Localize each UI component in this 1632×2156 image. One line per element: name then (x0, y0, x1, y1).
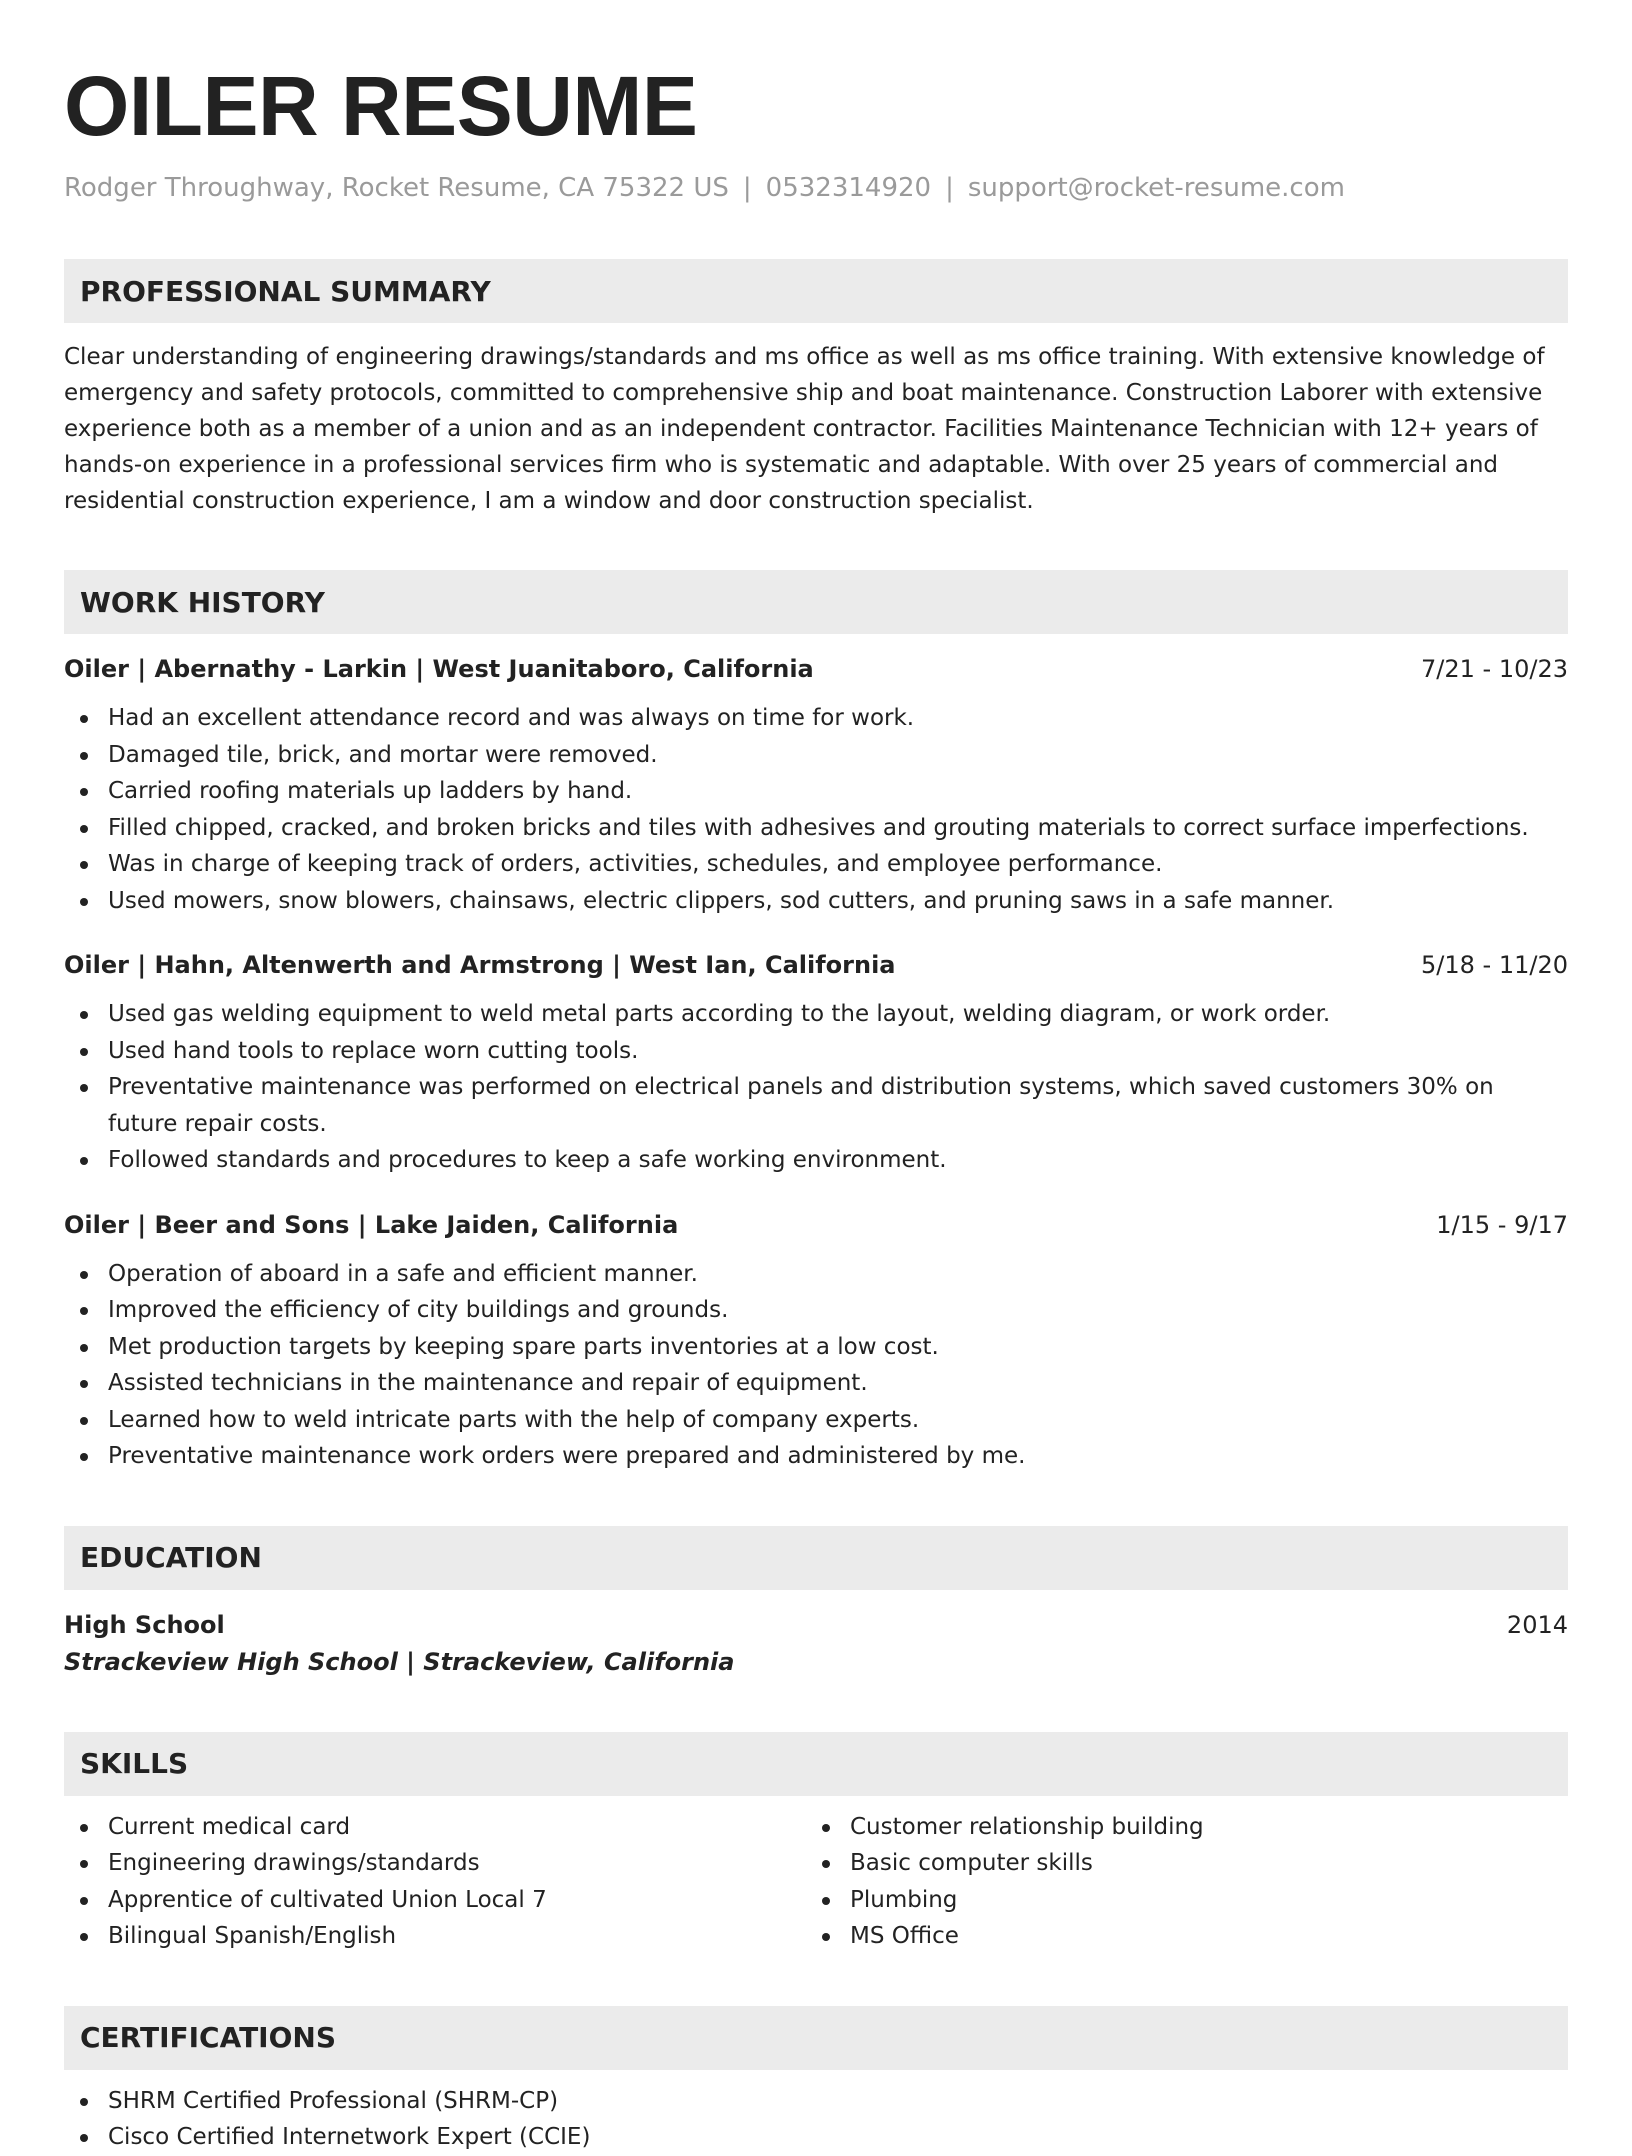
job-header (64, 947, 1568, 983)
skill-item: Current medical card (64, 1809, 806, 1846)
resume-title: OILER RESUME (64, 59, 698, 153)
job-bullet: Followed standards and procedures to keep a safe working environment. (64, 1142, 1568, 1179)
job-bullet: Met production targets by keeping spare parts inventories at a low cost. (64, 1329, 1568, 1366)
job-bullet: Was in charge of keeping track of orders, activities, schedules, and employee performance. (64, 846, 1568, 883)
job-bullets (64, 700, 1568, 919)
skill-item: MS Office (806, 1918, 1548, 1955)
job-bullet: Used gas welding equipment to weld metal parts according to the layout, welding diagram, or work order. (64, 996, 1568, 1033)
job-entry (64, 947, 1568, 1179)
contact-line (64, 168, 1568, 208)
section-header-skills: SKILLS (64, 1732, 1568, 1796)
skill-item: Customer relationship building (806, 1809, 1548, 1846)
job-header (64, 1207, 1568, 1243)
skill-item: Bilingual Spanish/English (64, 1918, 806, 1955)
job-bullet: Used mowers, snow blowers, chainsaws, electric clippers, sod cutters, and pruning saws in a safe manner. (64, 883, 1568, 920)
job-bullet: Carried roofing materials up ladders by hand. (64, 773, 1568, 810)
skills-column-left (64, 1809, 806, 1955)
job-bullets (64, 996, 1568, 1179)
section-header-education: EDUCATION (64, 1526, 1568, 1590)
education-degree: High School (64, 1610, 225, 1639)
certifications-list (64, 2083, 1568, 2156)
job-dates: 5/18 - 11/20 (1421, 951, 1568, 979)
contact-address: Rodger Throughway, Rocket Resume, CA 75322 US (64, 173, 729, 203)
job-title: Oiler | Abernathy - Larkin | West Juanitaboro, California (64, 655, 814, 683)
contact-separator: | (742, 173, 752, 203)
skills-column-right (806, 1809, 1548, 1955)
job-bullet: Had an excellent attendance record and was always on time for work. (64, 700, 1568, 737)
job-entry (64, 1207, 1568, 1475)
contact-phone: 0532314920 (765, 173, 932, 203)
section-header-work-history: WORK HISTORY (64, 570, 1568, 634)
job-dates: 1/15 - 9/17 (1436, 1210, 1568, 1239)
job-title: Oiler | Hahn, Altenwerth and Armstrong | West Ian, California (64, 951, 896, 979)
contact-separator: | (945, 173, 954, 203)
certification-item: Cisco Certified Internetwork Expert (CCIE) (64, 2119, 1568, 2156)
job-bullet: Preventative maintenance was performed on electrical panels and distribution systems, which saved customers 30% on future repair costs. (64, 1069, 1568, 1142)
education-school: Strackeview High School | Strackeview, California (64, 1647, 735, 1676)
skill-item: Plumbing (806, 1882, 1548, 1919)
job-bullet: Learned how to weld intricate parts with the help of company experts. (64, 1402, 1568, 1439)
education-year: 2014 (1506, 1610, 1568, 1639)
certification-item: SHRM Certified Professional (SHRM-CP) (64, 2083, 1568, 2120)
job-bullet: Used hand tools to replace worn cutting tools. (64, 1033, 1568, 1070)
job-bullet: Filled chipped, cracked, and broken bricks and tiles with adhesives and grouting materials to correct surface imperfections. (64, 810, 1568, 847)
job-title: Oiler | Beer and Sons | Lake Jaiden, California (64, 1210, 679, 1239)
summary-text: Clear understanding of engineering drawings/standards and ms office as well as ms office training. With extensive knowledge of emergency and safety protocols, committed to comprehensive ship and boat maintenance. Construction Laborer with extensive experience both as a member of a union and as an independent contractor. Facilities Maintenance Technician with 12+ years of hands-on experience in a professional services firm who is systematic and adaptable. With over 25 years of commercial and residential construction experience, I am a window and door construction specialist. (64, 344, 1545, 514)
job-header (64, 651, 1568, 687)
section-header-summary: PROFESSIONAL SUMMARY (64, 259, 1568, 323)
job-bullet: Assisted technicians in the maintenance and repair of equipment. (64, 1365, 1568, 1402)
job-bullet: Preventative maintenance work orders were prepared and administered by me. (64, 1438, 1568, 1475)
skill-item: Engineering drawings/standards (64, 1845, 806, 1882)
job-bullet: Damaged tile, brick, and mortar were removed. (64, 737, 1568, 774)
section-header-certifications: CERTIFICATIONS (64, 2006, 1568, 2070)
job-bullet: Improved the efficiency of city buildings and grounds. (64, 1292, 1568, 1329)
education-entry (64, 1607, 1568, 1681)
job-entry (64, 651, 1568, 919)
job-bullet: Operation of aboard in a safe and efficient manner. (64, 1256, 1568, 1293)
skill-item: Apprentice of cultivated Union Local 7 (64, 1882, 806, 1919)
education-header (64, 1607, 1568, 1643)
job-dates: 7/21 - 10/23 (1421, 655, 1568, 683)
contact-email: support@rocket-resume.com (967, 173, 1345, 203)
skill-item: Basic computer skills (806, 1845, 1548, 1882)
skills-grid (64, 1809, 1568, 1955)
job-bullets (64, 1256, 1568, 1475)
